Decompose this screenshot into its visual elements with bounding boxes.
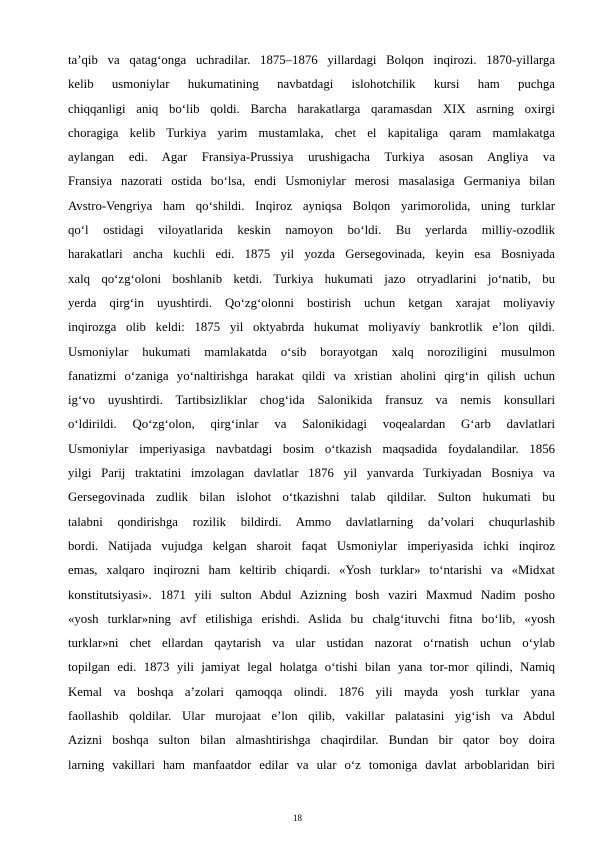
text-line: Kemal va boshqa a’zolari qamoqqa olindi. 1876 yili mayda yosh turklar yana [68,684,555,699]
text-line: Usmoniylar hukumati mamlakatda o‘sib borayotgan xalq noroziligini musulmon [68,344,555,359]
text-line: talabni qondirishga rozilik bildirdi. Ammo davlatlarning da’volari chuqurlashib [68,514,555,529]
text-line: Azizni boshqa sulton bilan almashtirishga chaqirdilar. Bundan bir qator boy doira [68,733,555,748]
page-number: 18 [293,813,302,823]
text-line: inqirozga olib keldi: 1875 yil oktyabrda hukumat moliyaviy bankrotlik e’lon qildi. [68,320,555,335]
text-line: harakatlari ancha kuchli edi. 1875 yil yozda Gersegovinada, keyin esa Bosniyada [68,247,555,262]
text-line: Usmoniylar imperiyasiga navbatdagi bosim o‘tkazish maqsadida foydalandilar. 1856 [68,441,555,456]
text-line: choragiga kelib Turkiya yarim mustamlaka, chet el kapitaliga qaram mamlakatga [68,125,555,140]
text-line: ig‘vo uyushtirdi. Tartibsizliklar chog‘ida Salonikida fransuz va nemis konsullari [68,393,555,408]
text-line: kelib usmoniylar hukumatining navbatdagi islohotchilik kursi ham puchga [68,77,555,92]
text-line: aylangan edi. Agar Fransiya-Prussiya urushigacha Turkiya asosan Angliya va [68,150,555,165]
text-line: faollashib qoldilar. Ular murojaat e’lon qilib, vakillar palatasini yig‘ish va Abdul [68,709,555,724]
text-line: chiqqanligi aniq bo‘lib qoldi. Barcha harakatlarga qaramasdan XIX asrning oxirgi [68,101,555,116]
text-line: Avstro-Vengriya ham qo‘shildi. Inqiroz ayniqsa Bolqon yarimorolida, uning turklar [68,198,555,213]
text-line: xalq qo‘zg‘oloni boshlanib ketdi. Turkiya hukumati jazo otryadlarini jo‘natib, bu [68,271,555,286]
text-line: turklar»ni chet ellardan qaytarish va ular ustidan nazorat o‘rnatish uchun o‘ylab [68,636,555,651]
text-line: konstitutsiyasi». 1871 yili sulton Abdul Azizning bosh vaziri Maxmud Nadim posho [68,587,555,602]
text-line: emas, xalqaro inqirozni ham keltirib chiqardi. «Yosh turklar» to‘ntarishi va «Midxat [68,563,555,578]
text-line: «yosh turklar»ning avf etilishiga erishdi. Aslida bu chalg‘ituvchi fitna bo‘lib, «yosh [68,611,555,626]
text-line: topilgan edi. 1873 yili jamiyat legal holatga o‘tishi bilan yana tor-mor qilindi, Namiq [68,660,555,675]
body-text [68,48,555,777]
text-line: fanatizmi o‘zaniga yo‘naltirishga harakat qildi va xristian aholini qirg‘in qilish uchun [68,368,555,383]
text-line: o‘ldirildi. Qo‘zg‘olon, qirg‘inlar va Salonikidagi voqealardan G‘arb davlatlari [68,417,555,432]
text-line: yerda qirg‘in uyushtirdi. Qo‘zg‘olonni bostirish uchun ketgan xarajat moliyaviy [68,295,555,310]
text-line: Gersegovinada zudlik bilan islohot o‘tkazishni talab qildilar. Sulton hukumati bu [68,490,555,505]
text-line: qo‘l ostidagi viloyatlarida keskin namoyon bo‘ldi. Bu yerlarda milliy-ozodlik [68,223,555,238]
text-line: Fransiya nazorati ostida bo‘lsa, endi Usmoniylar merosi masalasiga Germaniya bilan [68,174,555,189]
text-line: bordi. Natijada vujudga kelgan sharoit faqat Usmoniylar imperiyasida ichki inqiroz [68,538,555,553]
text-line: larning vakillari ham manfaatdor edilar va ular o‘z tomoniga davlat arboblaridan biri [68,757,555,772]
text-line: yilgi Parij traktatini imzolagan davlatlar 1876 yil yanvarda Turkiyadan Bosniya va [68,466,555,481]
text-line: ta’qib va qatag‘onga uchradilar. 1875–1876 yillardagi Bolqon inqirozi. 1870-yillarga [68,53,555,67]
